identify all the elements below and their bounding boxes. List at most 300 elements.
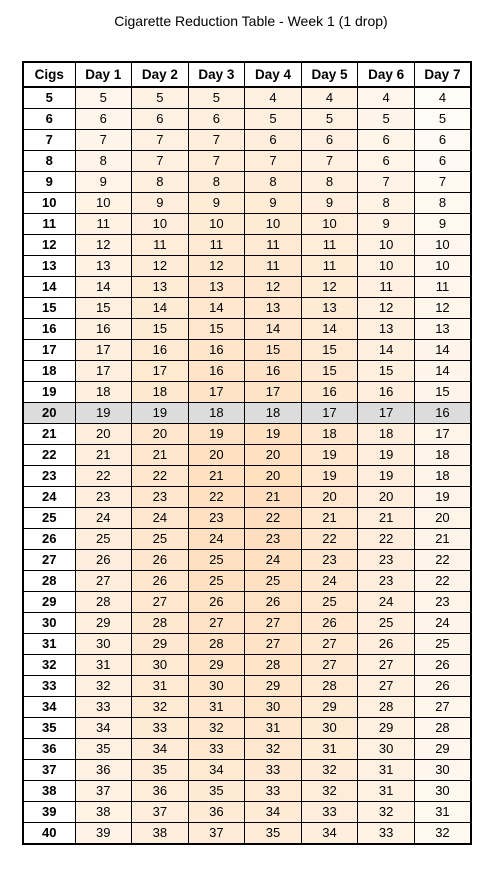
day-cell: 6 [245,130,302,151]
day-cell: 12 [414,298,471,319]
day-cell: 7 [358,172,415,193]
day-cell: 16 [301,382,358,403]
day-cell: 26 [132,571,189,592]
cigs-cell: 37 [23,760,75,781]
day-cell: 12 [75,235,132,256]
day-cell: 33 [245,760,302,781]
day-cell: 9 [414,214,471,235]
day-cell: 19 [75,403,132,424]
day-cell: 17 [358,403,415,424]
day-cell: 16 [75,319,132,340]
day-cell: 20 [358,487,415,508]
day-cell: 31 [245,718,302,739]
cigs-cell: 14 [23,277,75,298]
day-cell: 27 [75,571,132,592]
table-row [23,613,471,634]
day-cell: 25 [414,634,471,655]
day-cell: 23 [132,487,189,508]
day-cell: 29 [132,634,189,655]
table-body [23,87,471,844]
day-cell: 23 [75,487,132,508]
day-cell: 31 [358,760,415,781]
day-cell: 22 [188,487,245,508]
day-cell: 6 [188,109,245,130]
cigs-cell: 19 [23,382,75,403]
cigs-cell: 36 [23,739,75,760]
day-cell: 10 [358,256,415,277]
day-cell: 26 [301,613,358,634]
table-row [23,676,471,697]
table-row [23,109,471,130]
table-row [23,424,471,445]
day-cell: 27 [245,634,302,655]
table-row [23,298,471,319]
day-cell: 24 [414,613,471,634]
day-cell: 22 [75,466,132,487]
day-cell: 20 [301,487,358,508]
day-cell: 29 [414,739,471,760]
cigs-cell: 29 [23,592,75,613]
cigs-cell: 28 [23,571,75,592]
day-cell: 25 [358,613,415,634]
day-cell: 6 [301,130,358,151]
day-cell: 25 [188,571,245,592]
header-cigs: Cigs [23,62,75,87]
day-cell: 16 [188,340,245,361]
day-cell: 5 [358,109,415,130]
header-day-6: Day 6 [358,62,415,87]
day-cell: 9 [301,193,358,214]
day-cell: 24 [188,529,245,550]
table-row [23,781,471,802]
table-row [23,382,471,403]
day-cell: 16 [358,382,415,403]
cigs-cell: 10 [23,193,75,214]
day-cell: 15 [414,382,471,403]
table-row [23,634,471,655]
day-cell: 38 [132,823,189,845]
header-day-5: Day 5 [301,62,358,87]
day-cell: 14 [414,361,471,382]
day-cell: 31 [132,676,189,697]
day-cell: 11 [245,235,302,256]
day-cell: 13 [132,277,189,298]
header-day-2: Day 2 [132,62,189,87]
day-cell: 19 [414,487,471,508]
day-cell: 30 [414,760,471,781]
day-cell: 36 [75,760,132,781]
day-cell: 22 [245,508,302,529]
day-cell: 25 [245,571,302,592]
header-row [23,62,471,87]
day-cell: 38 [75,802,132,823]
day-cell: 18 [414,466,471,487]
day-cell: 19 [132,403,189,424]
day-cell: 36 [132,781,189,802]
table-row [23,193,471,214]
day-cell: 14 [245,319,302,340]
day-cell: 22 [414,571,471,592]
day-cell: 28 [245,655,302,676]
day-cell: 12 [188,256,245,277]
day-cell: 17 [301,403,358,424]
day-cell: 6 [132,109,189,130]
day-cell: 25 [132,529,189,550]
day-cell: 11 [414,277,471,298]
day-cell: 13 [414,319,471,340]
day-cell: 16 [132,340,189,361]
day-cell: 20 [75,424,132,445]
day-cell: 28 [132,613,189,634]
day-cell: 4 [414,87,471,109]
day-cell: 33 [301,802,358,823]
day-cell: 6 [414,130,471,151]
day-cell: 15 [301,340,358,361]
day-cell: 17 [75,340,132,361]
day-cell: 30 [245,697,302,718]
day-cell: 39 [75,823,132,845]
day-cell: 21 [301,508,358,529]
day-cell: 24 [301,571,358,592]
day-cell: 31 [358,781,415,802]
day-cell: 6 [75,109,132,130]
day-cell: 14 [301,319,358,340]
day-cell: 10 [358,235,415,256]
day-cell: 12 [358,298,415,319]
day-cell: 14 [188,298,245,319]
cigs-cell: 23 [23,466,75,487]
day-cell: 27 [358,676,415,697]
day-cell: 30 [132,655,189,676]
day-cell: 8 [75,151,132,172]
day-cell: 9 [188,193,245,214]
day-cell: 28 [75,592,132,613]
day-cell: 15 [245,340,302,361]
day-cell: 29 [301,697,358,718]
day-cell: 28 [188,634,245,655]
day-cell: 5 [414,109,471,130]
day-cell: 13 [188,277,245,298]
day-cell: 6 [414,151,471,172]
table-row [23,802,471,823]
day-cell: 19 [188,424,245,445]
day-cell: 33 [358,823,415,845]
cigs-cell: 6 [23,109,75,130]
day-cell: 23 [188,508,245,529]
day-cell: 6 [358,151,415,172]
table-row [23,466,471,487]
table-row [23,361,471,382]
cigs-cell: 27 [23,550,75,571]
table-row [23,739,471,760]
day-cell: 37 [132,802,189,823]
day-cell: 33 [245,781,302,802]
day-cell: 11 [301,256,358,277]
day-cell: 30 [301,718,358,739]
day-cell: 32 [75,676,132,697]
day-cell: 8 [358,193,415,214]
day-cell: 26 [188,592,245,613]
cigs-cell: 32 [23,655,75,676]
day-cell: 27 [358,655,415,676]
day-cell: 23 [358,550,415,571]
reduction-table [22,61,472,845]
day-cell: 17 [245,382,302,403]
table-row [23,214,471,235]
table-row [23,319,471,340]
day-cell: 32 [301,781,358,802]
day-cell: 15 [301,361,358,382]
day-cell: 9 [245,193,302,214]
day-cell: 32 [358,802,415,823]
day-cell: 35 [188,781,245,802]
day-cell: 26 [358,634,415,655]
day-cell: 28 [414,718,471,739]
day-cell: 8 [301,172,358,193]
day-cell: 10 [245,214,302,235]
day-cell: 18 [414,445,471,466]
day-cell: 10 [188,214,245,235]
cigs-cell: 30 [23,613,75,634]
day-cell: 11 [245,256,302,277]
day-cell: 27 [414,697,471,718]
day-cell: 27 [132,592,189,613]
day-cell: 17 [188,382,245,403]
day-cell: 32 [132,697,189,718]
day-cell: 21 [75,445,132,466]
day-cell: 33 [188,739,245,760]
day-cell: 29 [358,718,415,739]
cigs-cell: 20 [23,403,75,424]
day-cell: 13 [301,298,358,319]
table-row [23,487,471,508]
table-row [23,256,471,277]
day-cell: 35 [245,823,302,845]
day-cell: 16 [188,361,245,382]
day-cell: 34 [301,823,358,845]
day-cell: 31 [414,802,471,823]
day-cell: 8 [245,172,302,193]
table-row [23,235,471,256]
day-cell: 21 [414,529,471,550]
day-cell: 27 [301,634,358,655]
day-cell: 4 [358,87,415,109]
day-cell: 34 [75,718,132,739]
table-row [23,508,471,529]
day-cell: 28 [301,676,358,697]
day-cell: 15 [358,361,415,382]
day-cell: 37 [75,781,132,802]
day-cell: 17 [75,361,132,382]
day-cell: 7 [132,151,189,172]
cigs-cell: 33 [23,676,75,697]
day-cell: 9 [75,172,132,193]
day-cell: 23 [358,571,415,592]
day-cell: 22 [358,529,415,550]
day-cell: 31 [75,655,132,676]
day-cell: 24 [358,592,415,613]
day-cell: 31 [188,697,245,718]
day-cell: 7 [132,130,189,151]
page-title: Cigarette Reduction Table - Week 1 (1 drop) [114,13,388,29]
cigs-cell: 31 [23,634,75,655]
header-day-3: Day 3 [188,62,245,87]
day-cell: 12 [132,256,189,277]
day-cell: 7 [75,130,132,151]
day-cell: 28 [358,697,415,718]
cigs-cell: 17 [23,340,75,361]
day-cell: 7 [414,172,471,193]
table-row [23,172,471,193]
day-cell: 25 [75,529,132,550]
cigs-cell: 21 [23,424,75,445]
day-cell: 14 [75,277,132,298]
table-row [23,760,471,781]
day-cell: 5 [188,87,245,109]
day-cell: 8 [188,172,245,193]
cigs-cell: 26 [23,529,75,550]
day-cell: 11 [188,235,245,256]
cigs-cell: 7 [23,130,75,151]
day-cell: 10 [132,214,189,235]
day-cell: 30 [414,781,471,802]
day-cell: 14 [132,298,189,319]
day-cell: 35 [132,760,189,781]
table-row [23,529,471,550]
day-cell: 26 [414,655,471,676]
day-cell: 25 [188,550,245,571]
table-row [23,823,471,845]
day-cell: 33 [132,718,189,739]
day-cell: 32 [188,718,245,739]
table-row [23,340,471,361]
day-cell: 29 [75,613,132,634]
cigs-cell: 24 [23,487,75,508]
day-cell: 20 [414,508,471,529]
day-cell: 27 [245,613,302,634]
day-cell: 14 [414,340,471,361]
day-cell: 25 [301,592,358,613]
day-cell: 20 [188,445,245,466]
day-cell: 30 [188,676,245,697]
day-cell: 14 [358,340,415,361]
day-cell: 24 [132,508,189,529]
day-cell: 26 [245,592,302,613]
day-cell: 21 [188,466,245,487]
day-cell: 15 [75,298,132,319]
cigs-cell: 8 [23,151,75,172]
day-cell: 11 [301,235,358,256]
day-cell: 7 [245,151,302,172]
day-cell: 20 [245,445,302,466]
day-cell: 33 [75,697,132,718]
day-cell: 10 [75,193,132,214]
day-cell: 10 [414,235,471,256]
day-cell: 7 [188,151,245,172]
day-cell: 12 [245,277,302,298]
day-cell: 29 [188,655,245,676]
day-cell: 22 [414,550,471,571]
day-cell: 12 [301,277,358,298]
day-cell: 15 [188,319,245,340]
cigs-cell: 34 [23,697,75,718]
day-cell: 16 [414,403,471,424]
table-row [23,130,471,151]
day-cell: 22 [301,529,358,550]
cigs-cell: 13 [23,256,75,277]
day-cell: 36 [188,802,245,823]
day-cell: 5 [301,109,358,130]
day-cell: 19 [358,466,415,487]
day-cell: 18 [358,424,415,445]
table-row [23,655,471,676]
day-cell: 27 [301,655,358,676]
day-cell: 26 [414,676,471,697]
table-row [23,403,471,424]
cigs-cell: 18 [23,361,75,382]
table-header [23,62,471,87]
cigs-cell: 9 [23,172,75,193]
day-cell: 8 [414,193,471,214]
day-cell: 19 [301,445,358,466]
day-cell: 19 [301,466,358,487]
table-row [23,151,471,172]
day-cell: 18 [188,403,245,424]
day-cell: 13 [245,298,302,319]
day-cell: 34 [132,739,189,760]
day-cell: 15 [132,319,189,340]
day-cell: 4 [245,87,302,109]
cigs-cell: 40 [23,823,75,845]
table-row [23,571,471,592]
cigs-cell: 39 [23,802,75,823]
day-cell: 22 [132,466,189,487]
cigs-cell: 15 [23,298,75,319]
table-row [23,277,471,298]
day-cell: 4 [301,87,358,109]
cigs-cell: 12 [23,235,75,256]
day-cell: 32 [301,760,358,781]
header-day-4: Day 4 [245,62,302,87]
day-cell: 11 [132,235,189,256]
day-cell: 21 [132,445,189,466]
day-cell: 5 [132,87,189,109]
header-day-1: Day 1 [75,62,132,87]
day-cell: 19 [245,424,302,445]
table-row [23,718,471,739]
day-cell: 23 [414,592,471,613]
day-cell: 8 [132,172,189,193]
cigs-cell: 11 [23,214,75,235]
day-cell: 37 [188,823,245,845]
day-cell: 16 [245,361,302,382]
day-cell: 26 [75,550,132,571]
day-cell: 13 [75,256,132,277]
cigs-cell: 22 [23,445,75,466]
day-cell: 18 [75,382,132,403]
day-cell: 27 [188,613,245,634]
day-cell: 30 [358,739,415,760]
day-cell: 13 [358,319,415,340]
table-row [23,592,471,613]
day-cell: 7 [188,130,245,151]
day-cell: 18 [132,382,189,403]
table-row [23,697,471,718]
cigs-cell: 35 [23,718,75,739]
cigs-cell: 5 [23,87,75,109]
day-cell: 5 [75,87,132,109]
day-cell: 21 [358,508,415,529]
